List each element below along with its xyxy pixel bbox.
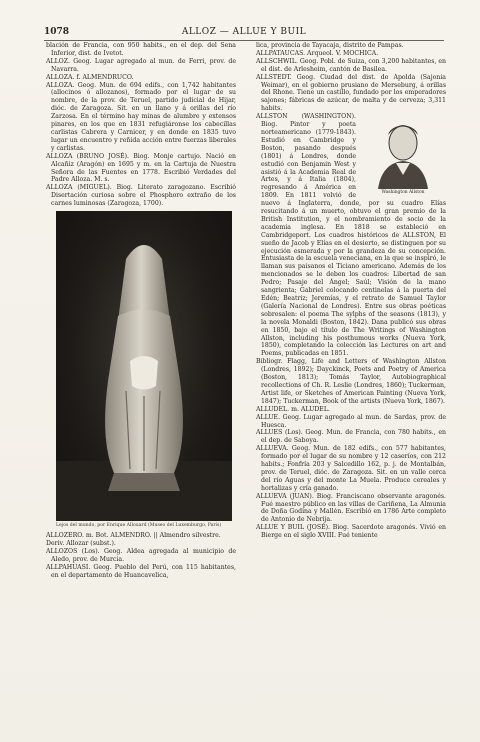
entry-allston: ALLSTON (WASHINGTON). Biog. Pintor y poeta norteamericano (1779-1843). Estudió en Cambridge y Boston, pasando después (1801) á Londres, donde estudió con Benjamin West y asistió á la Academia Real de Artes, y á Italia (1804), regresando á América en 1809. En 1811 volvió de nuevo á Inglaterra, donde, por su cuadro Elías resucitando á un muerto, obtuvo el gran premio de la British Institution, y el nombramiento de socio de la academia inglesa. En 1818 se estableció en Cambridgeport. Los cuadros históricos de ALLSTON, El sueño de Jacob y Elías en el desierto, se distinguen por su ejecución esmerada y por la grandeza de su concepción. Entusiasta de la escuela veneciana, en la que se inspiró, le llaman sus paisanos el Ticiano americano. Además de los mencionados se le deben los cuadros: Libertad de san Pedro; Pasaje del Ángel; Saúl; Visión de la mano sangrienta; Gabriel colocando centinelas á la puerta del Edén; Beatriz; Jeremías, y el retrato de Samuel Taylor (Galería Nacional de Londres). Entre sus obras poéticas sobresalen: el poema The sylphs of the seasons (1813), y la novela Monaldi (Boston, 1842). Dana publicó sus obras en 1850, bajo el título de The Writings of Washington Allston, including his posthumous works (Nueva York, 1850), completando la colección las Lectures on art and Poems, publicadas en 1851. <box>256 113 446 358</box>
entry-bibliogr: Bibliogr. Flagg, Life and Letters of Washington Allston (Londres, 1892); Dayckinck, Poets and Poetry of America (Boston, 1813); Tomás Taylor, Autobiographical recollections of Ch. R. Leslie (Londres, 1860); Tuckerman, Artist life, or Sketches of American Painting (Nueva York, 1847); Tuckerman, Book of the artists (Nueva York, 1867). <box>256 358 446 405</box>
page-header <box>44 26 444 41</box>
page-running-title: ALLOZ — ALLUE Y BUIL <box>181 27 307 37</box>
entry-allpataucas: ALLPATAUCAS. Arqueol. V. MOCHICA. <box>256 49 379 57</box>
entry-allschwil: ALLSCHWIL. Geog. Pobl. de Suiza, con 3,200 habitantes, en el dist. de Arlesheim, cantón de Basilea. <box>256 57 446 73</box>
right-column <box>256 42 446 540</box>
entry-allueva: ALLUEVA. Geog. Mun. de 182 edifs., con 577 habitantes, formado por el lugar de su nombre y 12 caseríos, con 212 habits.; Fonfría 203 y Salcedillo 162, p. j. de Montalbán, prov. de Teruel, dióc. de Zaragoza. Sit. en un valle cerca del río Aguas y del monte La Muela. Produce cereales y hortalizas y cría ganado. <box>256 445 446 492</box>
entry-alloza-bruno: ALLOZA (BRUNO JOSÉ). Biog. Monje cartujo. Nació en Alcañiz (Aragón) en 1695 y m. en la Cartuja de Nuestra Señora de las Fuentes en 1778. Escribió Verdades del Padre Alloza. M. s. <box>46 152 236 184</box>
portrait-caption: Washington Allston <box>381 190 425 196</box>
left-column <box>46 42 236 579</box>
entry-allpahuasi: ALLPAHUASI. Geog. Pueblo del Perú, con 115 habitantes, en el departamento de Huancavelica, <box>46 563 236 579</box>
portrait-illustration <box>360 113 446 189</box>
entry-alloz: ALLOZ. Geog. Lugar agregado al mun. de Ferri, prov. de Navarra. <box>46 57 236 73</box>
entry-allue-y-buil: ALLUE Y BUIL (JOSÉ). Biog. Sacerdote aragonés. Vivió en Bierge en el siglo XVIII. Fué teniente <box>256 524 446 540</box>
entry-alloza-f: ALLOZA. f. ALMENDRUCO. <box>46 73 134 81</box>
entry-allozero-deriv: Deriv. Allozar (subst.). <box>46 539 116 547</box>
entry-alloza-geog: ALLOZA. Geog. Mun. de 694 edifs., con 1,742 habitantes (allocinos ó allozanos), formado por el lugar de su nombre, de la prov. de Teruel, partido judicial de Hijar, dióc. de Zaragoza. Sit. en un llano y á orillas del río Zarzosa. En el término hay minas de alumbre y extensos pinares, en los que en 1831 refugiáronse los cabecillas carlistas Cabrera y Carnicer, y en donde en 1835 tuvo lugar un encuentro y reñida acción entre fuerzas liberales y carlistas. <box>46 81 236 152</box>
entry-lica: lica, provincia de Tayacaja, distrito de Pampas. <box>256 42 404 49</box>
entry-alloza-miguel: ALLOZA (MIGUEL). Biog. Literato zaragozano. Escribió Disertación curiosa sobre el Phosphoro extraño de los carnes luminosas (Zaragoza, 1700). <box>46 184 236 208</box>
portrait-engraving <box>360 113 446 197</box>
entry-allstedt: ALLSTEDT. Geog. Ciudad del dist. de Apolda (Sajonia Weimar), en el gobierno prusiano de Merseburg, á orillas del Rhone. Tiene un castillo, fundado por los emperadores sajones; fábricas de azúcar, de malta y de cerveza; 3,311 habits. <box>256 73 446 113</box>
entry-allozos: ALLOZOS (Los). Geog. Aldea agregada al municipio de Aledo, prov. de Murcia. <box>46 547 236 563</box>
entry-allozero: ALLOZERO. m. Bot. ALMENDRO. || Almendro silvestre. <box>46 532 221 540</box>
page-number: 1078 <box>44 27 70 37</box>
entry-allues: ALLUES (Los). Geog. Mun. de Francia, con 780 habits., en el dep. de Saboya. <box>256 429 446 445</box>
figure-caption: Lejos del mundo, por Enrique Allouard (Museo del Luxemburgo, París) <box>56 523 222 529</box>
sculpture-photograph <box>56 211 232 521</box>
entry-blacion: blación de Francia, con 950 habits., en el dep. del Sena Inferior, dist. de Ivetot. <box>46 42 236 57</box>
entry-allue: ALLUE. Geog. Lugar agregado al mun. de Sardas, prov. de Huesca. <box>256 413 446 429</box>
sculpture-illustration <box>56 211 232 521</box>
entry-allueva-juan: ALLUEVA (JUAN). Biog. Franciscano observante aragonés. Fué maestro público en las villas de Cariñena, La Almunia de Doña Godina y Mallén. Escribió en 1786 Arte completo de Antonio de Nebrija. <box>256 492 446 524</box>
entry-alludel: ALLUDEL. m. ALUDEL. <box>256 405 330 413</box>
